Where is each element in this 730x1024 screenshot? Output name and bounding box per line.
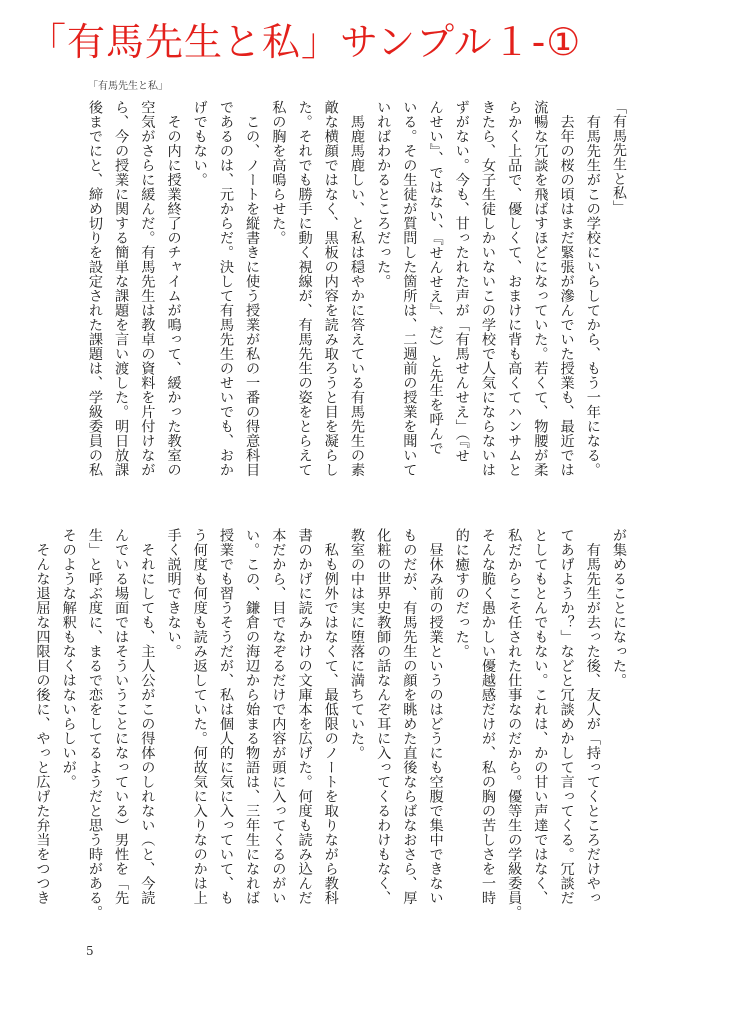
text-line: 有馬先生がこの学校にいらしてから、もう一年になる。 (584, 100, 601, 477)
text-line: げでもない。 (191, 100, 208, 187)
lower-vertical-text (34, 528, 632, 928)
text-line: 昼休み前の授業というのはどうにも空腹で集中できない (427, 528, 444, 905)
text-line: その内に授業終了のチャイムが鳴って、緩かった教室の (165, 100, 182, 477)
text-line: 去年の桜の頃はまだ緊張が滲んでいた授業も、最近では (558, 100, 575, 477)
text-line: この、ノートを縦書きに使う授業が私の一番の得意科目 (244, 100, 261, 477)
text-line: 私の胸を高鳴らせた。 (270, 100, 287, 245)
text-line: それにしても、主人公がこの得体のしれない（と、今読 (139, 528, 156, 905)
text-line: 空気がさらに緩んだ。有馬先生は教卓の資料を片付けなが (139, 100, 156, 477)
text-line: が集めることになった。 (611, 528, 627, 688)
text-line: 流暢な冗談を飛ばすほどになっていた。若くて、物腰が柔 (532, 100, 549, 477)
text-line: ら、今の授業に関する簡単な課題を言い渡した。明日放課 (113, 100, 130, 477)
text-line: そのような解釈もなくはないらしいが。 (60, 528, 77, 789)
text-line: 敵な横顔ではなく、黒板の内容を読み取ろうと目を凝らし (322, 100, 339, 477)
text-line: 教室の中は実に堕落に満ちていた。 (348, 528, 365, 760)
text-line: 後までにと、締め切りを設定された課題は、学級委員の私 (86, 100, 103, 477)
text-line: いる。その生徒が質問した箇所は、二週前の授業を聞いて (401, 100, 418, 477)
text-line: んせい』、ではない、『せんせえ』、だ）と先生を呼んで (427, 100, 444, 456)
text-line: 書のかげに読みかけの文庫本を広げた。何度も読み込んだ (296, 528, 313, 905)
text-line: 的に癒すのだった。 (453, 528, 470, 659)
running-head: 「有馬先生と私」 (88, 81, 168, 92)
text-line: 本だから、目でなぞるだけで内容が頭に入ってくるのがい (270, 528, 287, 905)
text-line: 化粧の世界史教師の話なんぞ耳に入ってくるわけもなく、 (375, 528, 392, 905)
lower-text-block (34, 528, 632, 928)
text-line: 手く説明できない。 (165, 528, 182, 659)
upper-text-block (86, 100, 632, 518)
text-line: ずがない。今も、甘ったれた声が「有馬せんせえ」（『せ (453, 100, 470, 463)
text-line: てあげようか？」などと冗談めかして言ってくる。冗談だ (558, 528, 575, 905)
text-line: ものだが、有馬先生の顔を眺めた直後ならばなおさら、厚 (401, 528, 418, 905)
text-line: んでいる場面ではそういうことになっている）男性を「先 (113, 528, 130, 905)
text-line: 授業でも習うそうだが、私は個人的に気に入っていて、も (217, 528, 234, 905)
text-line: らかく上品で、優しくて、おまけに背も高くてハンサムと (506, 100, 523, 477)
page-number: 5 (86, 944, 94, 958)
text-line: 私も例外ではなくて、最低限のノートを取りながら教科 (322, 528, 339, 905)
text-line: そんな脆く愚かしい優越感だけが、私の胸の苦しさを一時 (479, 528, 496, 905)
upper-vertical-text (86, 100, 632, 518)
text-line: 馬鹿馬鹿しい、と私は穏やかに答えている有馬先生の素 (348, 100, 365, 477)
text-line: であるのは、元からだ。決して有馬先生のせいでも、おか (217, 100, 234, 477)
text-line: きたら、女子生徒しかいないこの学校で人気にならないは (479, 100, 496, 477)
text-line: そんな退屈な四限目の後に、やっと広げた弁当をつつき (34, 528, 51, 905)
text-line: 生」と呼ぶ度に、まるで恋をしてるようだと思う時がある。 (86, 528, 103, 920)
text-line: としてもとんでもない。これは、かの甘い声達ではなく、 (532, 528, 549, 905)
chapter-title: 「有馬先生と私」 (611, 100, 627, 215)
text-line: 私だからこそ任された仕事なのだから。優等生の学級委員。 (506, 528, 523, 920)
text-line: た。それでも勝手に動く視線が、有馬先生の姿をとらえて (296, 100, 313, 477)
text-line: い。この、鎌倉の海辺から始まる物語は、三年生になれば (244, 528, 261, 905)
sample-banner-title: 「有馬先生と私」サンプル１-① (28, 20, 582, 64)
text-line: う何度も何度も読み返していた。何故気に入りなのかは上 (191, 528, 208, 905)
text-line: 有馬先生が去った後、友人が「持ってくところだけやっ (584, 528, 601, 905)
text-line: いればわかるところだった。 (375, 100, 392, 289)
